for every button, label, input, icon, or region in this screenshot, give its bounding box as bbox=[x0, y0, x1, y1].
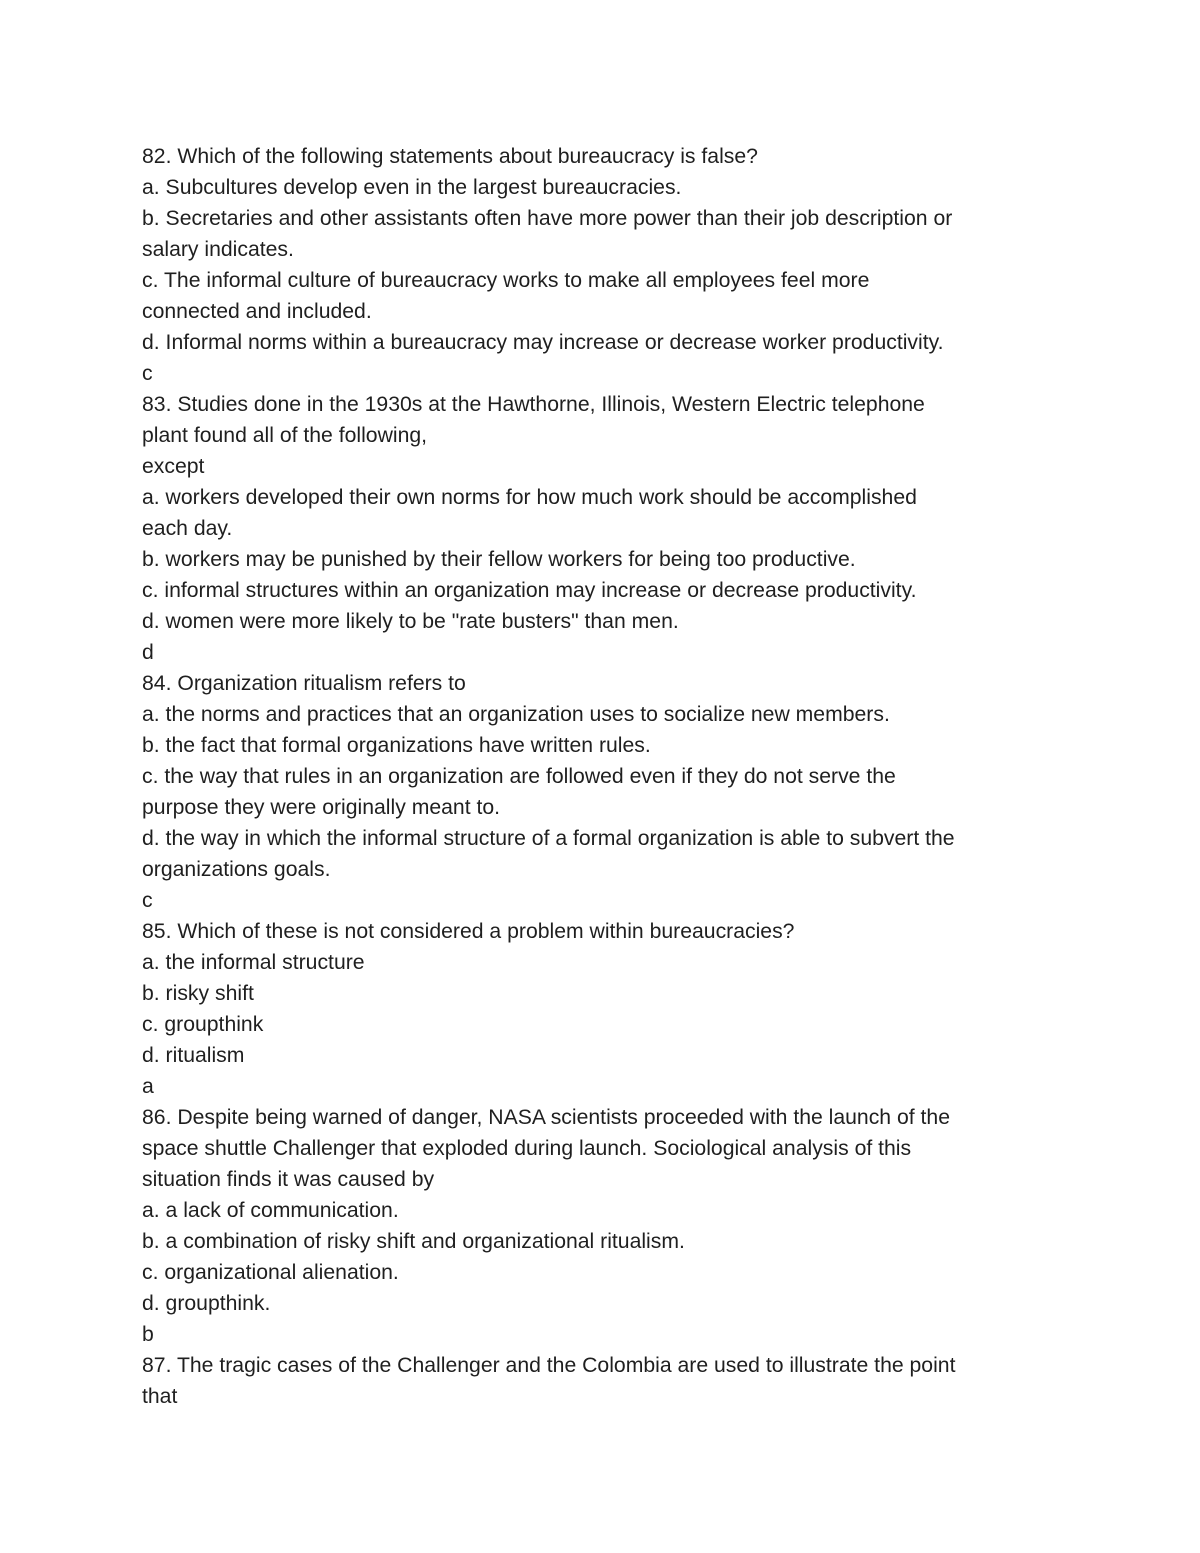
question-82-option-b: b. Secretaries and other assistants often have more power than their job description or bbox=[142, 207, 953, 230]
question-83-option-d: d. women were more likely to be "rate busters" than men. bbox=[142, 610, 679, 633]
question-84-option-c: c. the way that rules in an organization are followed even if they do not serve the bbox=[142, 765, 896, 788]
question-85-option-d: d. ritualism bbox=[142, 1044, 245, 1067]
question-84-option-d-cont: organizations goals. bbox=[142, 858, 331, 881]
question-86-answer: b bbox=[142, 1323, 154, 1346]
question-82-option-c-cont: connected and included. bbox=[142, 300, 372, 323]
question-86-option-a: a. a lack of communication. bbox=[142, 1199, 399, 1222]
question-85-option-b: b. risky shift bbox=[142, 982, 254, 1005]
question-82-answer: c bbox=[142, 362, 153, 385]
question-85-option-a: a. the informal structure bbox=[142, 951, 365, 974]
question-83-option-a: a. workers developed their own norms for how much work should be accomplished bbox=[142, 486, 917, 509]
question-86-option-b: b. a combination of risky shift and organizational ritualism. bbox=[142, 1230, 685, 1253]
question-82-option-b-cont: salary indicates. bbox=[142, 238, 294, 261]
question-83-text-cont: plant found all of the following, bbox=[142, 424, 428, 447]
question-83-text: 83. Studies done in the 1930s at the Hawthorne, Illinois, Western Electric telephone bbox=[142, 393, 925, 416]
question-83-option-b: b. workers may be punished by their fellow workers for being too productive. bbox=[142, 548, 856, 571]
question-83-option-c: c. informal structures within an organization may increase or decrease productivity. bbox=[142, 579, 917, 602]
question-82-text: 82. Which of the following statements about bureaucracy is false? bbox=[142, 145, 758, 168]
question-86-option-d: d. groupthink. bbox=[142, 1292, 271, 1315]
question-87-text: 87. The tragic cases of the Challenger and the Colombia are used to illustrate the point bbox=[142, 1354, 956, 1377]
question-83-answer: d bbox=[142, 641, 154, 664]
question-82-option-c: c. The informal culture of bureaucracy works to make all employees feel more bbox=[142, 269, 870, 292]
document-body bbox=[142, 141, 1057, 1412]
question-83-text-except: except bbox=[142, 455, 205, 478]
question-84-option-b: b. the fact that formal organizations have written rules. bbox=[142, 734, 651, 757]
question-82-option-d: d. Informal norms within a bureaucracy may increase or decrease worker productivity. bbox=[142, 331, 944, 354]
question-86-option-c: c. organizational alienation. bbox=[142, 1261, 399, 1284]
question-86-text-cont-1: space shuttle Challenger that exploded during launch. Sociological analysis of this bbox=[142, 1137, 912, 1160]
question-85-answer: a bbox=[142, 1075, 154, 1098]
question-84-answer: c bbox=[142, 889, 153, 912]
question-83-option-a-cont: each day. bbox=[142, 517, 233, 540]
question-84-option-a: a. the norms and practices that an organization uses to socialize new members. bbox=[142, 703, 890, 726]
question-86-text: 86. Despite being warned of danger, NASA scientists proceeded with the launch of the bbox=[142, 1106, 950, 1129]
question-85-option-c: c. groupthink bbox=[142, 1013, 264, 1036]
question-87-text-cont: that bbox=[142, 1385, 178, 1408]
question-84-option-c-cont: purpose they were originally meant to. bbox=[142, 796, 501, 819]
question-84-option-d: d. the way in which the informal structure of a formal organization is able to subvert the bbox=[142, 827, 955, 850]
question-85-text: 85. Which of these is not considered a problem within bureaucracies? bbox=[142, 920, 795, 943]
question-82-option-a: a. Subcultures develop even in the largest bureaucracies. bbox=[142, 176, 682, 199]
question-84-text: 84. Organization ritualism refers to bbox=[142, 672, 466, 695]
question-86-text-cont-2: situation finds it was caused by bbox=[142, 1168, 435, 1191]
